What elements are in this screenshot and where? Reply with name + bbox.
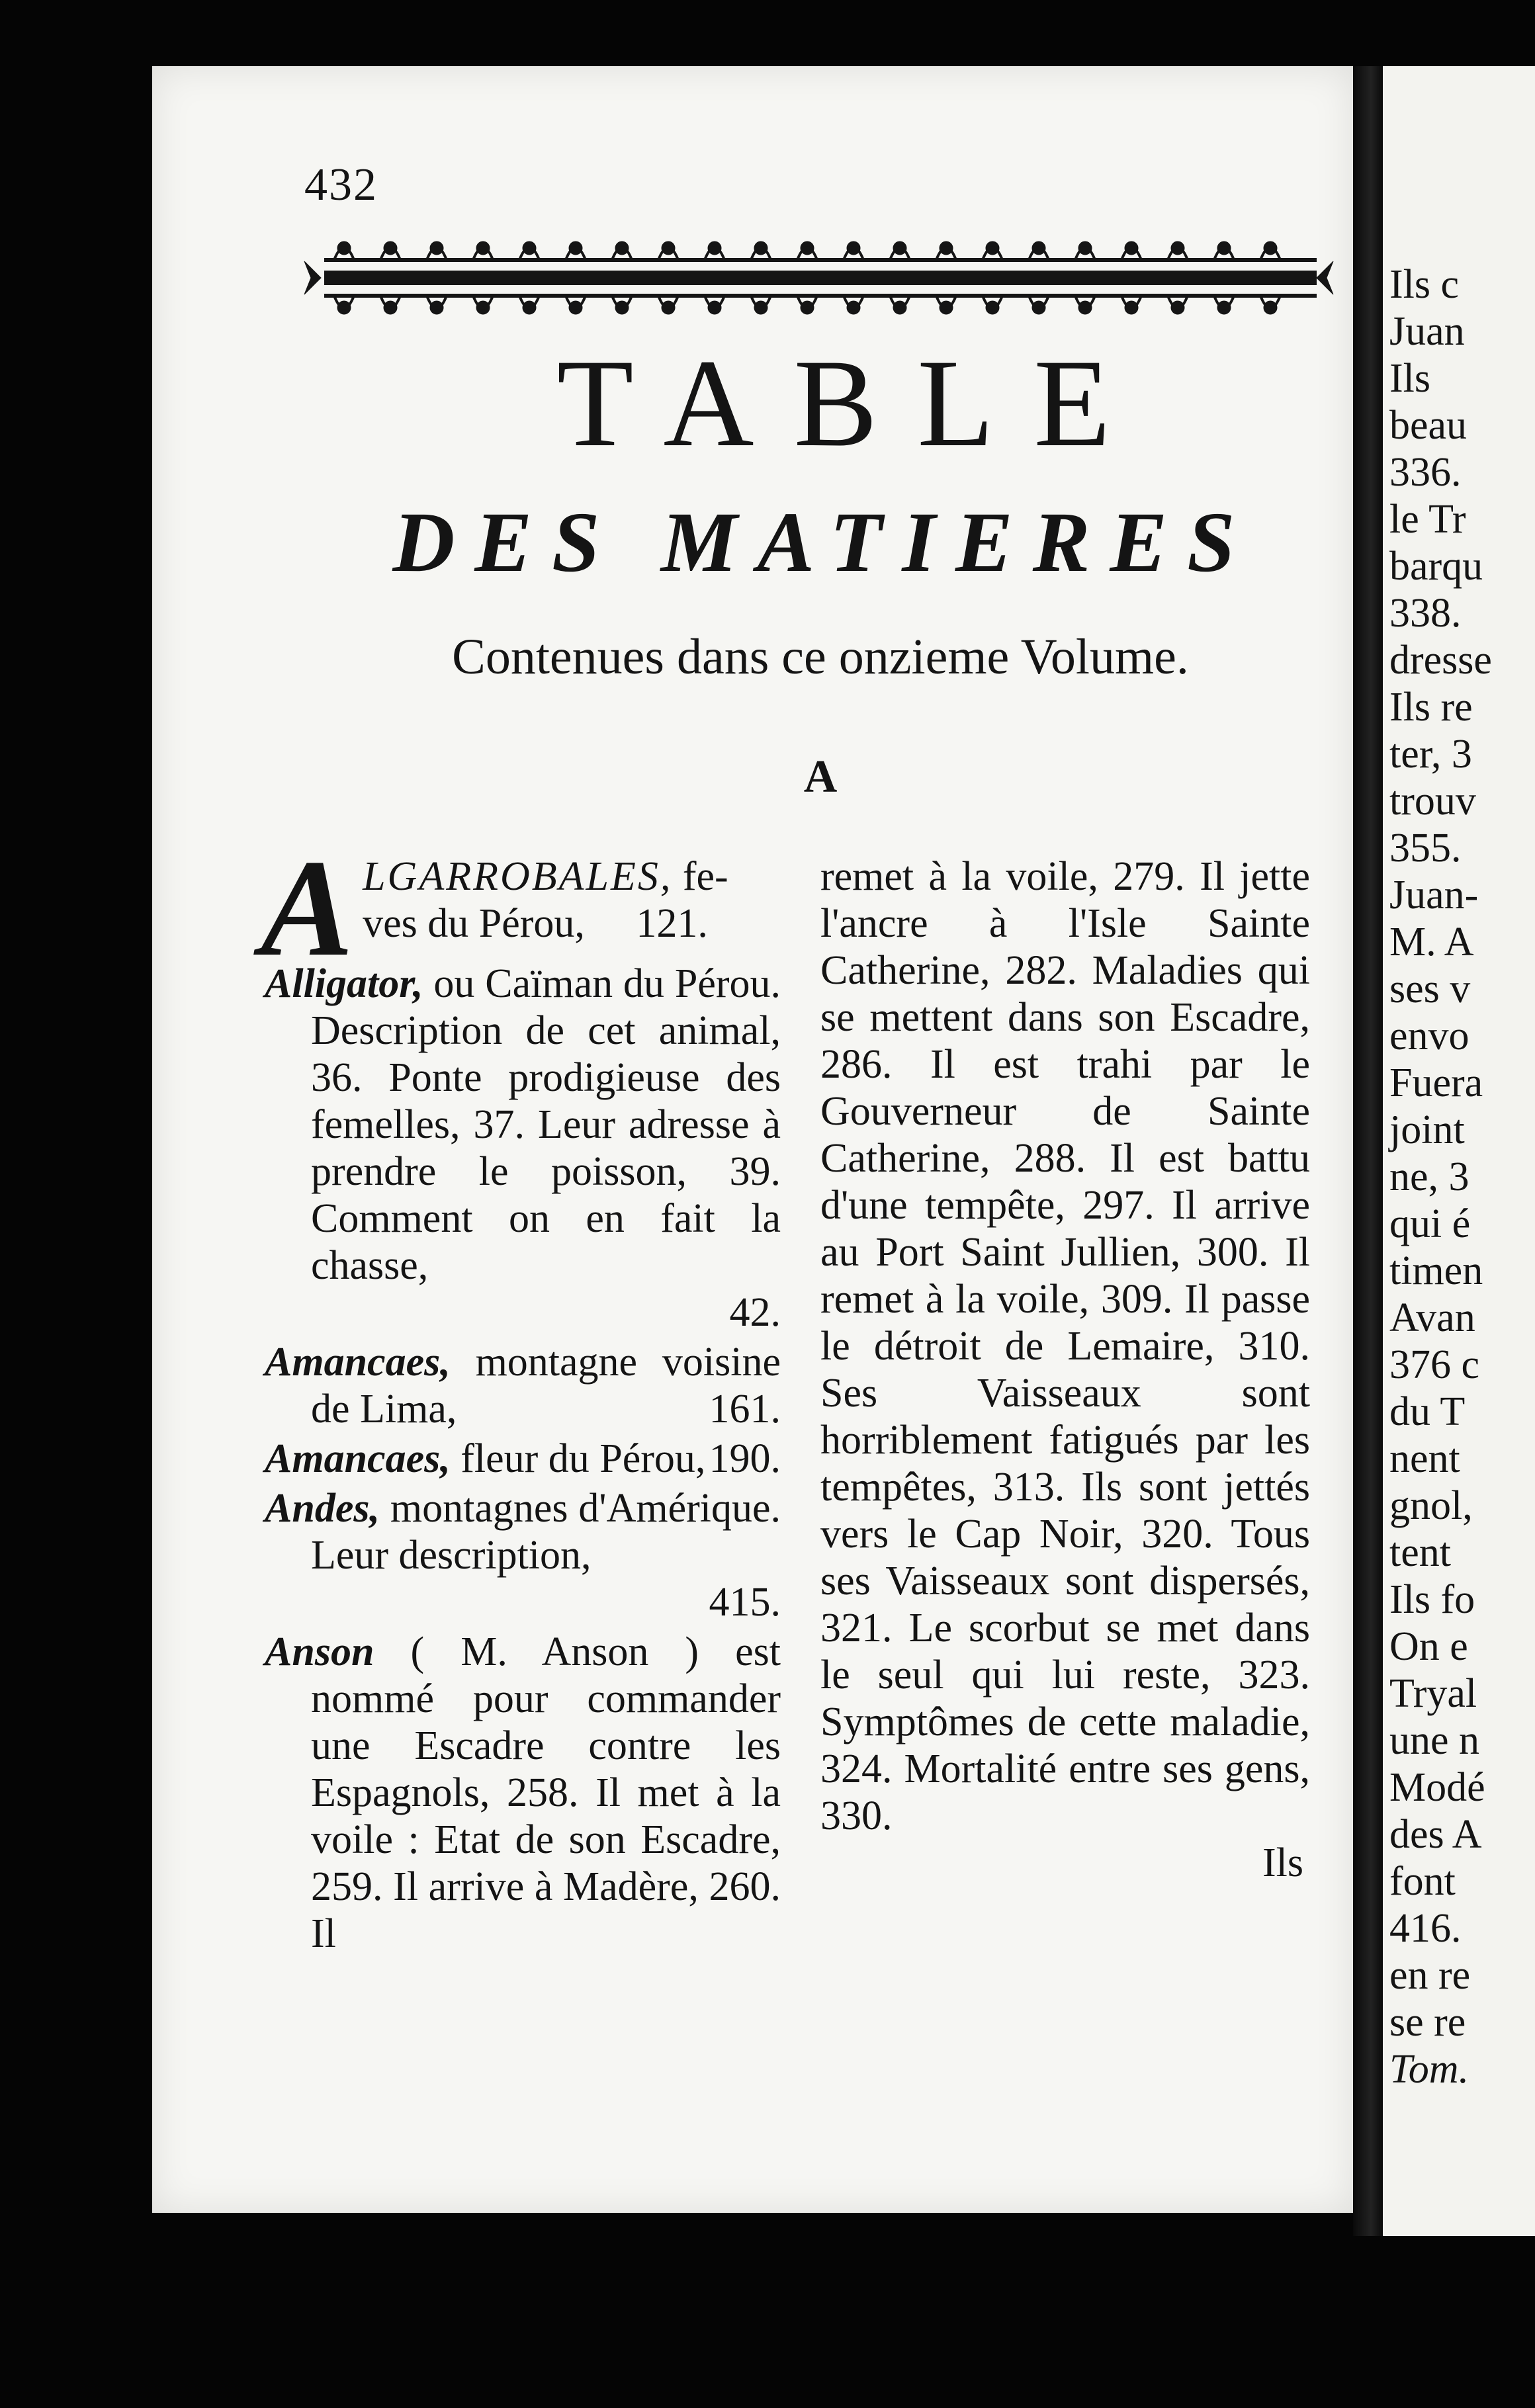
next-page-line-fragment: Juan- <box>1389 873 1479 918</box>
entry-text: ves du Pérou, 121. <box>363 901 708 946</box>
next-page-line-fragment: le Tr <box>1389 497 1466 542</box>
next-page-line-fragment: joint <box>1389 1107 1465 1152</box>
page-number: 432 <box>304 159 378 210</box>
next-page-line-fragment: du T <box>1389 1389 1466 1434</box>
next-page-line-fragment: Tryal <box>1389 1671 1477 1716</box>
next-page-line-fragment: Ils <box>1389 356 1430 401</box>
next-page-line-fragment: 336. <box>1389 450 1462 495</box>
title-table: TABLE <box>556 334 1151 473</box>
next-page-line-fragment: beau <box>1389 403 1468 448</box>
next-page-line-fragment: une n <box>1389 1718 1480 1763</box>
next-page-line-fragment: Ils re <box>1389 685 1473 730</box>
next-page-line-fragment: tent <box>1389 1530 1451 1575</box>
entry-continuation-text: remet à la voile, 279. Il jette l'ancre à l'Isle Sainte Catherine, 282. Maladies qui se mettent dans son Escadre, 286. Il est trahi par le Gouverneur de Sainte Catherine, 288. Il est battu d'une tempête, 297. Il arrive au Port Saint Jullien, 300. Il remet à la voile, 309. Il passe le détroit de Lemaire, 310. Ses Vaisseaux sont horriblement fatigués par les tempêtes, 313. Ils sont jettés vers le Cap Noir, 320. Tous ses Vaisseaux sont dispersés, 321. Le scorbut se met dans le seul qui lui reste, 323. Symptômes de cette maladie, 324. Mortalité entre ses gens, 330. <box>820 854 1310 1838</box>
entry-head: LGARROBALES, <box>363 854 673 899</box>
next-page-line-fragment: nent <box>1389 1436 1460 1481</box>
next-page-line-fragment: gnol, <box>1389 1483 1473 1528</box>
next-page-line-fragment: ne, 3 <box>1389 1154 1469 1199</box>
next-page-line-fragment: Ils fo <box>1389 1577 1475 1622</box>
next-page-line-fragment: dresse <box>1389 638 1492 683</box>
next-page-line-fragment: trouv <box>1389 779 1476 824</box>
next-page-line-fragment: se re <box>1389 2000 1466 2045</box>
section-letter: A <box>803 752 838 802</box>
next-page-line-fragment: des A <box>1389 1812 1482 1857</box>
entry-page-number: 161. <box>709 1387 781 1432</box>
next-page-line-fragment: ses v <box>1389 967 1471 1011</box>
entry-text: ( M. Anson ) est nommé pour commander une Escadre contre les Espagnols, 258. Il met à la voile : Etat de son Escadre, 259. Il arrive à Madère, 260. Il <box>311 1629 781 1956</box>
entry-text: ou Caïman du Pérou. Description de cet animal, 36. Ponte prodigieuse des femelles, 37. Leur adresse à prendre le poisson, 39. Comment on en fait la chasse, <box>311 961 781 1288</box>
next-page-line-fragment: Avan <box>1389 1295 1475 1340</box>
next-page-line-fragment: Modé <box>1389 1765 1485 1810</box>
title-des-matieres: DES MATIERES <box>392 495 1255 590</box>
index-column-left <box>261 832 781 1960</box>
next-page-line-fragment: 355. <box>1389 826 1462 871</box>
next-page-line-fragment: M. A <box>1389 920 1474 965</box>
index-entry-alligator <box>265 961 781 1336</box>
next-page-line-fragment: 338. <box>1389 591 1462 636</box>
subtitle: Contenues dans ce onzieme Volume. <box>452 629 1189 685</box>
next-page-line-fragment: Fuera <box>1389 1060 1483 1105</box>
index-entry-anson <box>265 1629 781 1957</box>
index-entry-andes <box>265 1485 781 1626</box>
index-column-right <box>820 853 1310 1887</box>
entry-page-number: 415. <box>709 1580 781 1625</box>
next-page-line-fragment: Juan <box>1389 309 1465 354</box>
entry-text: montagnes d'Amérique. Leur description, <box>311 1486 781 1578</box>
entry-text: fleur du Pérou, <box>460 1436 706 1481</box>
next-page-line-fragment: ter, 3 <box>1389 732 1472 777</box>
next-page-line-fragment: 376 c <box>1389 1342 1480 1387</box>
catchword: Ils <box>1262 1840 1303 1885</box>
decorative-ornament-band <box>298 222 1340 334</box>
entry-text: montagne voisine de Lima, <box>311 1340 781 1432</box>
next-page-line-fragment: en re <box>1389 1953 1471 1998</box>
drop-cap: A <box>261 832 354 985</box>
next-page-line-fragment: timen <box>1389 1248 1483 1293</box>
entry-head: Anson <box>265 1629 374 1674</box>
entry-head: Amancaes, <box>265 1436 451 1481</box>
entry-head: Amancaes, <box>265 1340 451 1385</box>
index-entry-amancaes-mountain <box>265 1339 781 1433</box>
next-page-line-fragment: On e <box>1389 1624 1468 1669</box>
book-gutter <box>1353 66 1383 2236</box>
next-page-line-fragment: font <box>1389 1859 1456 1904</box>
next-page-line-fragment: Tom. <box>1389 2047 1469 2092</box>
entry-text: fe- <box>682 854 728 899</box>
next-page-line-fragment: qui é <box>1389 1201 1471 1246</box>
next-page-line-fragment: envo <box>1389 1013 1469 1058</box>
next-page-line-fragment: Ils c <box>1389 262 1460 307</box>
entry-page-number: 190. <box>709 1436 781 1481</box>
entry-head: Alligator, <box>265 961 423 1006</box>
index-entry-amancaes-flower <box>265 1436 781 1483</box>
next-page-line-fragment: barqu <box>1389 544 1483 589</box>
entry-page-number: 42. <box>729 1290 781 1335</box>
next-page-line-fragment: 416. <box>1389 1906 1462 1951</box>
entry-head: Andes, <box>265 1486 380 1531</box>
